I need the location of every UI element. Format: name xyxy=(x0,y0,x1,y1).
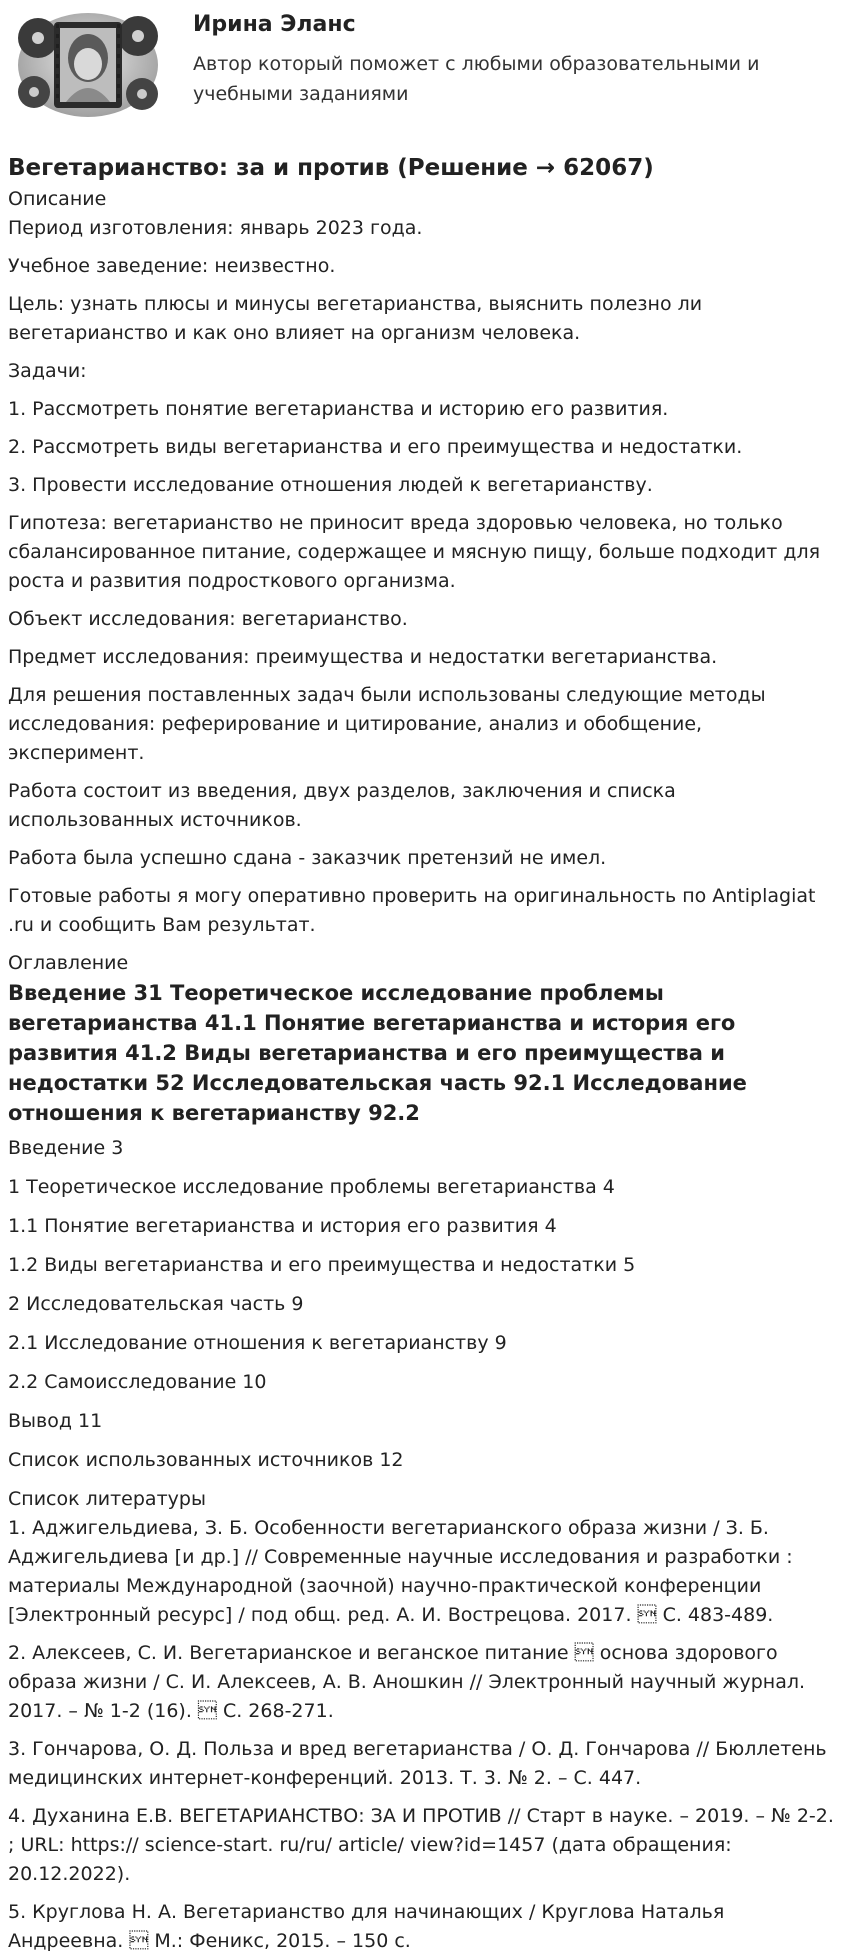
description-paragraph: Работа состоит из введения, двух разделов, заключения и списка использованных источников. xyxy=(8,780,676,831)
toc-item: Вывод 11 xyxy=(8,1410,103,1432)
author-avatar[interactable] xyxy=(16,10,161,120)
description-paragraph: Задачи: xyxy=(8,360,87,382)
toc-item: 2.1 Исследование отношения к вегетарианству 9 xyxy=(8,1332,507,1354)
avatar-photo-film-reel-icon xyxy=(16,10,161,120)
description-paragraph: Цель: узнать плюсы и минусы вегетарианства, выяснить полезно ли вегетарианство и как оно влияет на организм человека. xyxy=(8,293,703,344)
page-title: Вегетарианство: за и против (Решение → 62067) xyxy=(8,155,654,181)
toc-bold-summary: Введение 31 Теоретическое исследование проблемы вегетарианства 41.1 Понятие вегетарианства и история его развития 41.2 Виды вегетарианства и его преимущества и недостатки 52 Исследовательская часть 92.1 Исследование отношения к вегетарианству 92.2 xyxy=(8,981,747,1125)
description-paragraph: Работа была успешно сдана - заказчик претензий не имел. xyxy=(8,847,607,869)
toc-label: Оглавление xyxy=(8,952,129,974)
description-paragraph: Предмет исследования: преимущества и недостатки вегетарианства. xyxy=(8,646,718,668)
description-paragraph: 2. Рассмотреть виды вегетарианства и его преимущества и недостатки. xyxy=(8,436,743,458)
toc-item: 1.2 Виды вегетарианства и его преимущества и недостатки 5 xyxy=(8,1254,636,1276)
toc-item: Список использованных источников 12 xyxy=(8,1449,404,1471)
description-paragraph: Готовые работы я могу оперативно проверить на оригинальность по Antiplagiat .ru и сообщить Вам результат. xyxy=(8,885,816,936)
description-paragraph: Период изготовления: январь 2023 года. xyxy=(8,217,423,239)
reference-item: 5. Круглова Н. А. Вегетарианство для начинающих / Круглова Наталья Андреевна.  М.: Феникс, 2015. – 150 с. xyxy=(8,1901,725,1952)
description-paragraph: Учебное заведение: неизвестно. xyxy=(8,255,336,277)
description-paragraph: 3. Провести исследование отношения людей к вегетарианству. xyxy=(8,474,653,496)
references-list xyxy=(8,1514,839,1956)
description-paragraph: Объект исследования: вегетарианство. xyxy=(8,608,408,630)
reference-item: 1. Аджигельдиева, З. Б. Особенности вегетарианского образа жизни / З. Б. Аджигельдиева [и др.] // Современные научные исследования и разработки : материалы Международной (заочной) научно-практической конференции [Электронный ресурс] / под общ. ред. А. И. Вострецова. 2017.  С. 483-489. xyxy=(8,1517,793,1626)
description-body xyxy=(8,214,839,940)
toc-item: 2.2 Самоисследование 10 xyxy=(8,1371,267,1393)
toc-list xyxy=(8,1134,839,1475)
reference-item: 4. Духанина Е.В. ВЕГЕТАРИАНСТВО: ЗА И ПРОТИВ // Старт в науке. – 2019. – № 2-2. ; URL: https:// science-start. ru/ru/ article/ view?id=1457 (дата обращения: 20.12.2022). xyxy=(8,1805,834,1885)
author-description: Автор который поможет с любыми образовательными и учебными заданиями xyxy=(193,53,760,105)
description-paragraph: Гипотеза: вегетарианство не приносит вреда здоровью человека, но только сбалансированное питание, содержащее и мясную пищу, больше подходит для роста и развития подросткового организма. xyxy=(8,512,821,592)
toc-item: 1 Теоретическое исследование проблемы вегетарианства 4 xyxy=(8,1176,615,1198)
description-paragraph: 1. Рассмотреть понятие вегетарианства и историю его развития. xyxy=(8,398,669,420)
toc-item: 1.1 Понятие вегетарианства и история его развития 4 xyxy=(8,1215,557,1237)
reference-item: 2. Алексеев, С. И. Вегетарианское и веганское питание  основа здорового образа жизни / С. И. Алексеев, А. В. Аношкин // Электронный научный журнал. 2017. – № 1-2 (16).  С. 268-271. xyxy=(8,1642,806,1722)
references-label: Список литературы xyxy=(8,1488,206,1510)
description-paragraph: Для решения поставленных задач были использованы следующие методы исследования: реферирование и цитирование, анализ и обобщение, эксперимент. xyxy=(8,684,766,764)
author-name[interactable]: Ирина Эланс xyxy=(193,12,356,37)
description-label: Описание xyxy=(8,188,107,210)
toc-item: Введение 3 xyxy=(8,1137,124,1159)
reference-item: 3. Гончарова, О. Д. Польза и вред вегетарианства / О. Д. Гончарова // Бюллетень медицинских интернет-конференций. 2013. Т. 3. № 2. – С. 447. xyxy=(8,1738,827,1789)
toc-item: 2 Исследовательская часть 9 xyxy=(8,1293,304,1315)
author-card xyxy=(8,0,839,140)
